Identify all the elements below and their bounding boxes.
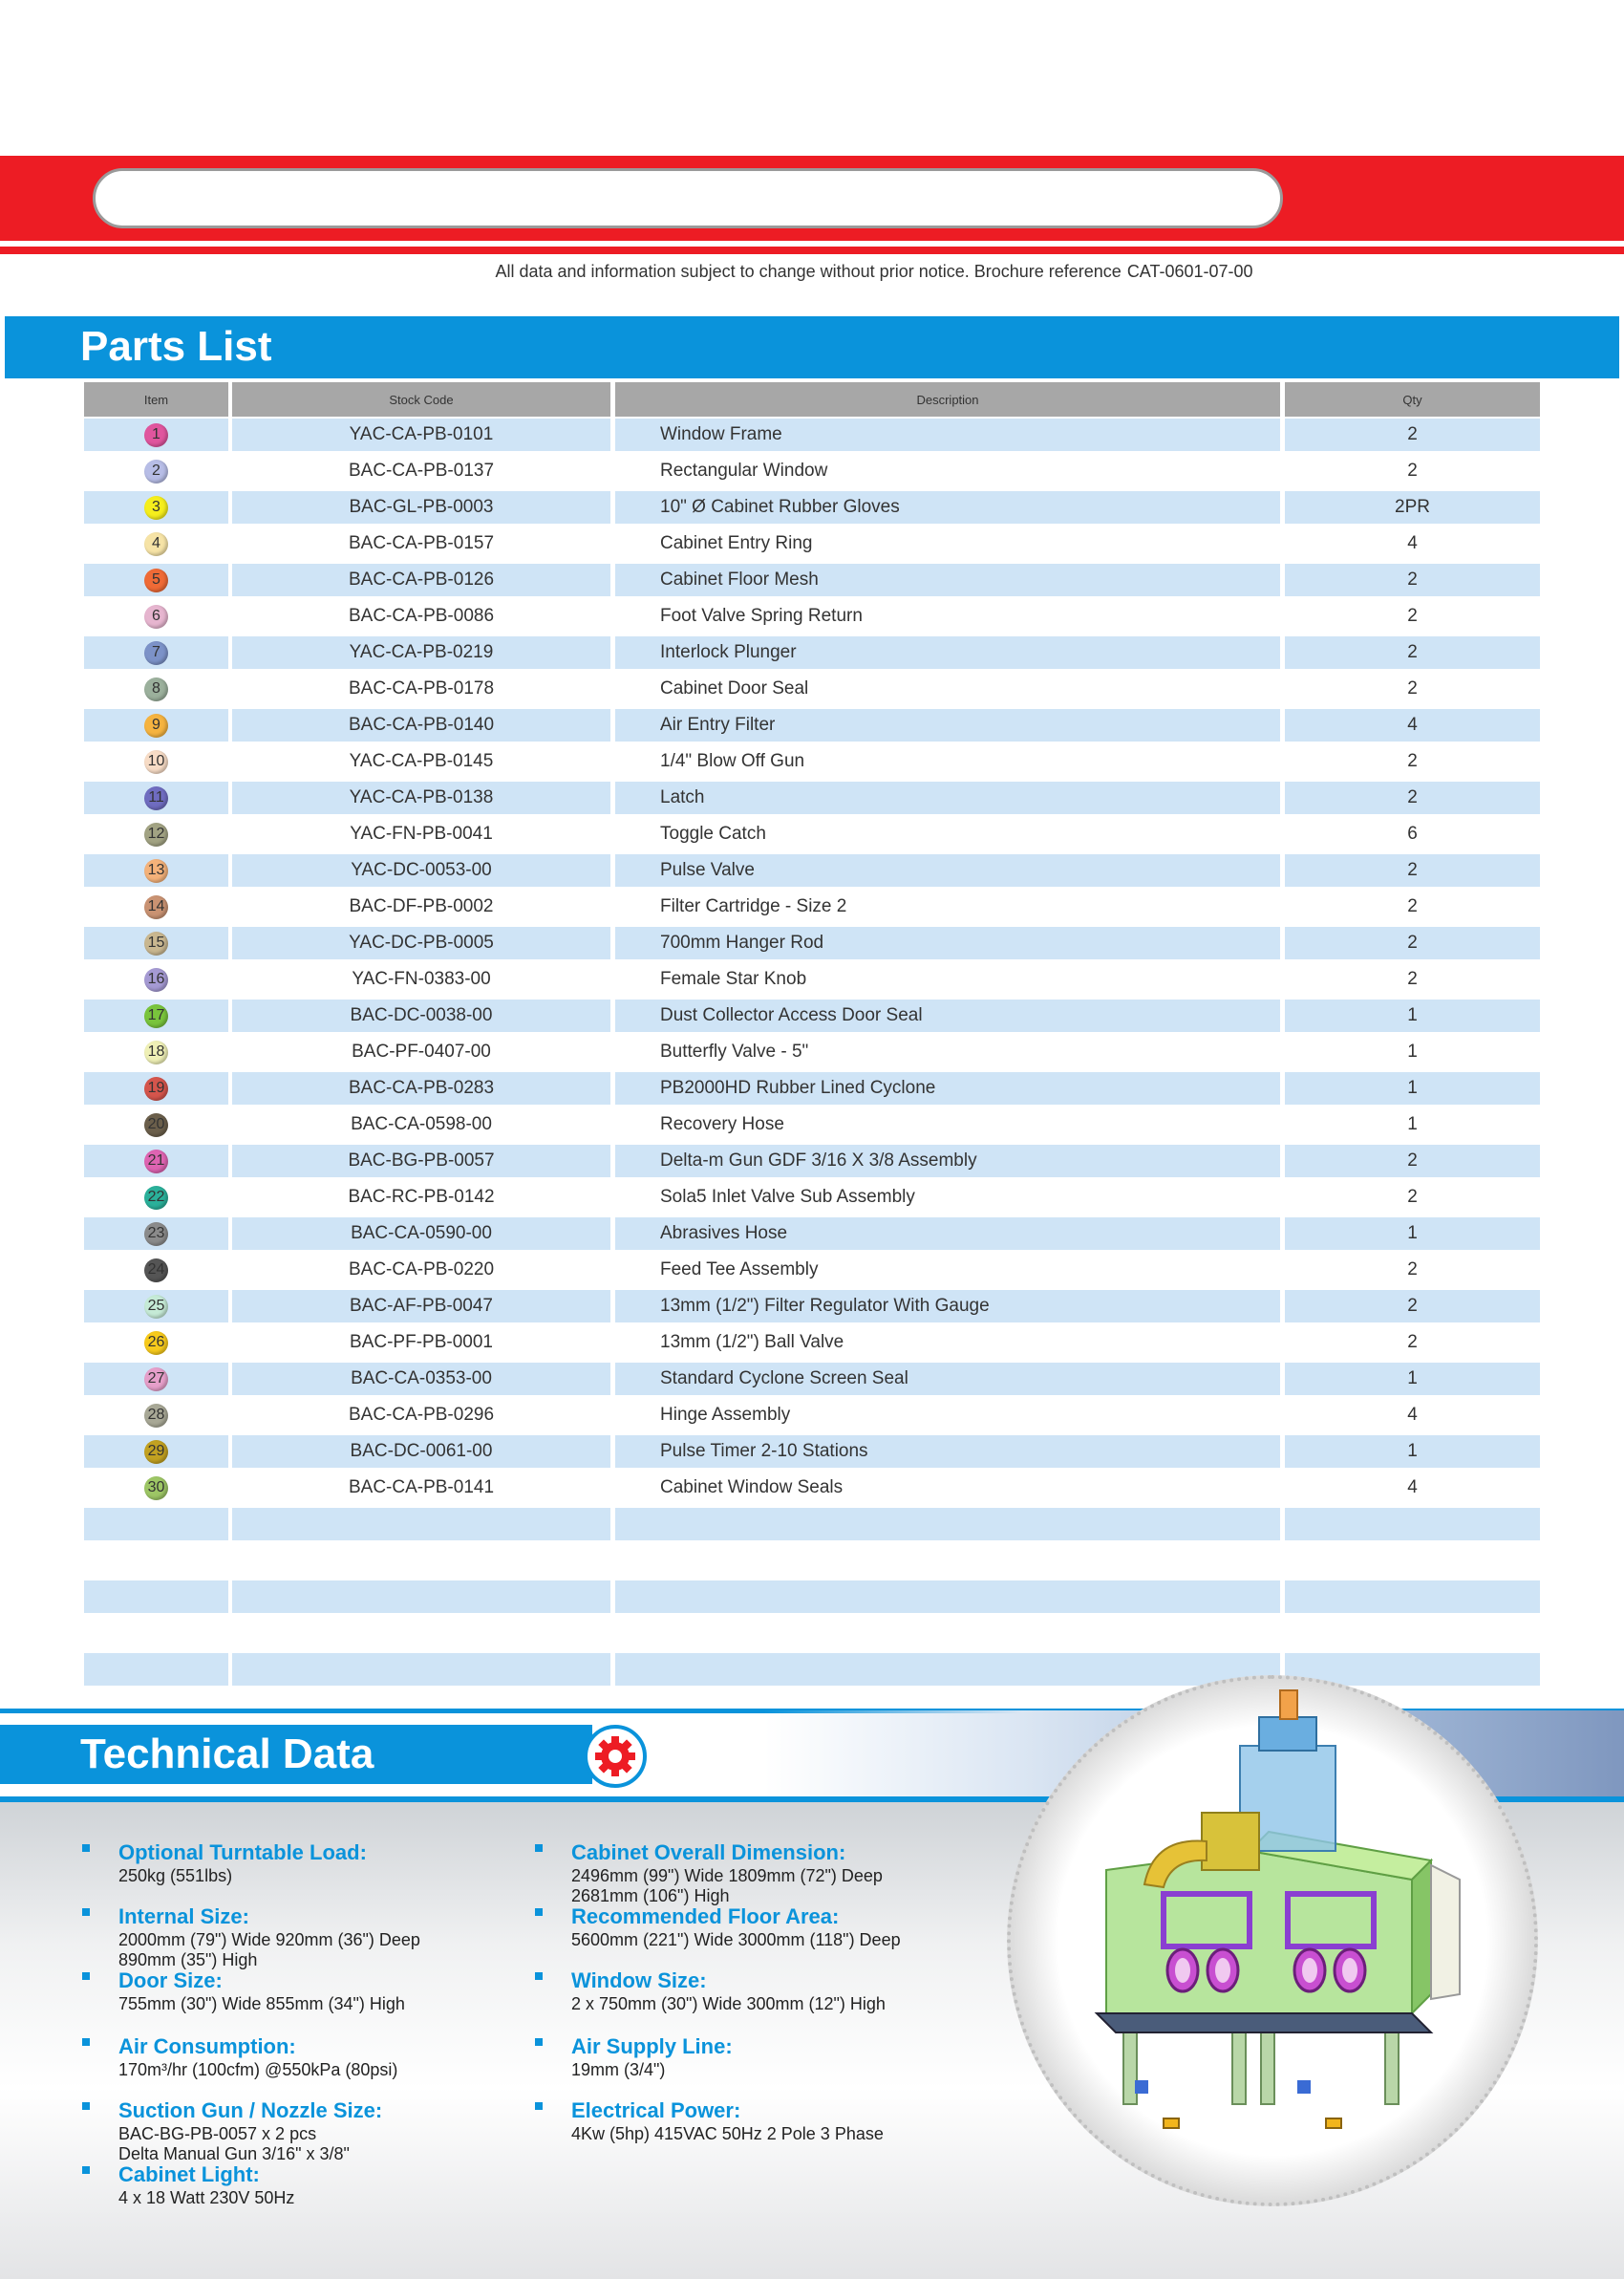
description-cell: Cabinet Window Seals bbox=[660, 1477, 844, 1497]
spec-label: Suction Gun / Nozzle Size: bbox=[118, 2098, 383, 2122]
item-cell bbox=[84, 1472, 228, 1504]
qty-cell: 1 bbox=[1285, 1000, 1540, 1032]
spec-item bbox=[118, 1840, 539, 1885]
item-number-badge: 11 bbox=[144, 786, 168, 810]
item-number-badge: 16 bbox=[144, 968, 168, 992]
qty-cell: 2 bbox=[1407, 969, 1418, 989]
column-header-item: Item bbox=[84, 382, 228, 417]
header-red-rule bbox=[0, 247, 1624, 254]
description-cell: Filter Cartridge - Size 2 bbox=[660, 896, 847, 916]
spec-item bbox=[571, 2034, 992, 2079]
stock-code-cell: BAC-CA-PB-0141 bbox=[348, 1477, 495, 1497]
item-number-badge: 22 bbox=[144, 1186, 168, 1210]
item-number-badge: 20 bbox=[144, 1113, 168, 1137]
item-cell bbox=[84, 1435, 228, 1468]
item-number-badge: 13 bbox=[144, 859, 168, 883]
spec-value: 250kg (551lbs) bbox=[118, 1866, 233, 1885]
spec-item bbox=[118, 2098, 539, 2163]
item-number-badge: 27 bbox=[144, 1367, 168, 1391]
description-cell: Sola5 Inlet Valve Sub Assembly bbox=[660, 1187, 915, 1207]
table-row bbox=[84, 417, 1540, 453]
item-cell bbox=[84, 1072, 228, 1105]
item-number-badge: 3 bbox=[144, 496, 168, 520]
stock-code-cell: BAC-CA-PB-0140 bbox=[232, 709, 610, 742]
qty-cell: 2 bbox=[1285, 927, 1540, 959]
qty-cell: 6 bbox=[1407, 824, 1418, 844]
item-number-badge: 24 bbox=[144, 1258, 168, 1282]
qty-cell: 4 bbox=[1407, 1477, 1418, 1497]
spec-label: Air Consumption: bbox=[118, 2034, 296, 2058]
item-number-badge: 28 bbox=[144, 1404, 168, 1428]
brochure-reference: CAT-0601-07-00 bbox=[1126, 262, 1253, 281]
table-row bbox=[84, 489, 1540, 526]
item-cell bbox=[84, 854, 228, 887]
stock-code-cell: BAC-CA-PB-0283 bbox=[232, 1072, 610, 1105]
description-cell: 1/4" Blow Off Gun bbox=[660, 751, 805, 771]
table-row bbox=[84, 634, 1540, 671]
description-cell: Latch bbox=[615, 782, 1280, 814]
stock-code-cell: YAC-DC-PB-0005 bbox=[232, 927, 610, 959]
description-cell: Interlock Plunger bbox=[615, 636, 1280, 669]
spec-value: 19mm (3/4") bbox=[571, 2060, 666, 2079]
qty-cell: 2 bbox=[1407, 606, 1418, 626]
item-number-badge: 26 bbox=[144, 1331, 168, 1355]
stock-code-cell: BAC-DC-0061-00 bbox=[232, 1435, 610, 1468]
stock-code-cell: BAC-BG-PB-0057 bbox=[232, 1145, 610, 1177]
spec-label: Door Size: bbox=[118, 1968, 223, 1992]
qty-cell: 2 bbox=[1285, 1290, 1540, 1322]
item-number-badge: 4 bbox=[144, 532, 168, 556]
description-cell: Abrasives Hose bbox=[615, 1217, 1280, 1250]
description-cell: Air Entry Filter bbox=[615, 709, 1280, 742]
qty-cell: 2 bbox=[1285, 1145, 1540, 1177]
item-cell bbox=[84, 455, 228, 487]
item-number-badge: 2 bbox=[144, 460, 168, 484]
stock-code-cell: BAC-PF-PB-0001 bbox=[350, 1332, 493, 1352]
item-number-badge: 23 bbox=[144, 1222, 168, 1246]
disclaimer-text: All data and information subject to change without prior notice. Brochure reference bbox=[495, 262, 1122, 281]
description-cell: Recovery Hose bbox=[660, 1114, 784, 1134]
column-header-stock-code: Stock Code bbox=[232, 382, 610, 417]
stock-code-cell: BAC-CA-0598-00 bbox=[351, 1114, 492, 1134]
spec-item bbox=[571, 1840, 992, 1905]
stock-code-cell: BAC-CA-PB-0220 bbox=[348, 1259, 495, 1279]
gear-icon bbox=[584, 1725, 647, 1788]
bullet-icon bbox=[82, 1844, 90, 1852]
spec-label: Electrical Power: bbox=[571, 2098, 741, 2122]
disclaimer-notice bbox=[0, 262, 1624, 282]
item-cell bbox=[84, 1181, 228, 1214]
item-cell bbox=[84, 491, 228, 524]
spec-label: Window Size: bbox=[571, 1968, 707, 1992]
empty-table-row bbox=[84, 1615, 1540, 1651]
qty-cell: 1 bbox=[1285, 1217, 1540, 1250]
item-cell bbox=[84, 564, 228, 596]
description-cell: Cabinet Entry Ring bbox=[660, 533, 813, 553]
stock-code-cell: YAC-FN-PB-0041 bbox=[350, 824, 493, 844]
spec-label: Air Supply Line: bbox=[571, 2034, 733, 2058]
table-row bbox=[84, 925, 1540, 961]
spec-item bbox=[118, 2034, 539, 2079]
item-number-badge: 18 bbox=[144, 1041, 168, 1064]
item-number-badge: 30 bbox=[144, 1476, 168, 1500]
spec-label: Cabinet Light: bbox=[118, 2162, 260, 2186]
item-cell bbox=[84, 1000, 228, 1032]
item-cell bbox=[84, 1290, 228, 1322]
table-row bbox=[84, 707, 1540, 743]
item-number-badge: 6 bbox=[144, 605, 168, 629]
table-header-row bbox=[84, 382, 1540, 417]
item-number-badge: 17 bbox=[144, 1004, 168, 1028]
table-row bbox=[84, 1034, 1540, 1070]
spec-value: 2000mm (79") Wide 920mm (36") Deep bbox=[118, 1930, 420, 1949]
spec-label: Recommended Floor Area: bbox=[571, 1904, 840, 1928]
table-row bbox=[84, 961, 1540, 998]
bullet-icon bbox=[82, 2102, 90, 2110]
spec-label: Internal Size: bbox=[118, 1904, 249, 1928]
stock-code-cell: YAC-CA-PB-0101 bbox=[232, 419, 610, 451]
qty-cell: 4 bbox=[1407, 533, 1418, 553]
description-cell: Rectangular Window bbox=[660, 461, 828, 481]
item-number-badge: 15 bbox=[144, 932, 168, 956]
table-row bbox=[84, 1107, 1540, 1143]
empty-table-row bbox=[84, 1506, 1540, 1542]
table-row bbox=[84, 1143, 1540, 1179]
stock-code-cell: BAC-CA-0353-00 bbox=[232, 1363, 610, 1395]
stock-code-cell: YAC-DC-0053-00 bbox=[232, 854, 610, 887]
bullet-icon bbox=[82, 2166, 90, 2174]
item-cell bbox=[84, 927, 228, 959]
empty-table-row bbox=[84, 1542, 1540, 1579]
item-cell bbox=[84, 1217, 228, 1250]
item-cell bbox=[84, 1326, 228, 1359]
item-number-badge: 10 bbox=[144, 750, 168, 774]
table-row bbox=[84, 780, 1540, 816]
bullet-icon bbox=[82, 2038, 90, 2046]
spec-item bbox=[118, 2162, 539, 2207]
qty-cell: 2 bbox=[1407, 896, 1418, 916]
qty-cell: 2 bbox=[1407, 461, 1418, 481]
description-cell: Standard Cyclone Screen Seal bbox=[615, 1363, 1280, 1395]
bullet-icon bbox=[82, 1972, 90, 1980]
qty-cell: 2 bbox=[1407, 1187, 1418, 1207]
item-number-badge: 19 bbox=[144, 1077, 168, 1101]
table-row bbox=[84, 1252, 1540, 1288]
item-number-badge: 29 bbox=[144, 1440, 168, 1464]
table-row bbox=[84, 852, 1540, 889]
stock-code-cell: BAC-PF-0407-00 bbox=[352, 1042, 491, 1062]
spec-value: 890mm (35") High bbox=[118, 1950, 258, 1969]
item-number-badge: 9 bbox=[144, 714, 168, 738]
table-row bbox=[84, 998, 1540, 1034]
item-number-badge: 8 bbox=[144, 677, 168, 701]
item-cell bbox=[84, 1254, 228, 1286]
stock-code-cell: YAC-FN-0383-00 bbox=[352, 969, 491, 989]
spec-item bbox=[118, 1904, 539, 1969]
spec-value: 755mm (30") Wide 855mm (34") High bbox=[118, 1994, 405, 2013]
qty-cell: 2 bbox=[1285, 419, 1540, 451]
item-number-badge: 25 bbox=[144, 1295, 168, 1319]
description-cell: Cabinet Door Seal bbox=[660, 678, 809, 699]
item-cell bbox=[84, 745, 228, 778]
description-cell: Toggle Catch bbox=[660, 824, 766, 844]
qty-cell: 2 bbox=[1285, 782, 1540, 814]
table-row bbox=[84, 889, 1540, 925]
stock-code-cell: BAC-CA-PB-0157 bbox=[348, 533, 495, 553]
table-row bbox=[84, 453, 1540, 489]
stock-code-cell: YAC-CA-PB-0219 bbox=[232, 636, 610, 669]
table-row bbox=[84, 1179, 1540, 1215]
qty-cell: 2 bbox=[1407, 751, 1418, 771]
description-cell: Pulse Valve bbox=[615, 854, 1280, 887]
description-cell: Window Frame bbox=[615, 419, 1280, 451]
item-cell bbox=[84, 818, 228, 850]
spec-label: Cabinet Overall Dimension: bbox=[571, 1840, 846, 1864]
stock-code-cell: BAC-DF-PB-0002 bbox=[349, 896, 494, 916]
spec-value: 4 x 18 Watt 230V 50Hz bbox=[118, 2188, 295, 2207]
item-number-badge: 1 bbox=[144, 423, 168, 447]
item-cell bbox=[84, 636, 228, 669]
item-cell bbox=[84, 1036, 228, 1068]
table-row bbox=[84, 1470, 1540, 1506]
spec-value: BAC-BG-PB-0057 x 2 pcs bbox=[118, 2124, 317, 2143]
stock-code-cell: BAC-DC-0038-00 bbox=[232, 1000, 610, 1032]
table-row bbox=[84, 1070, 1540, 1107]
stock-code-cell: BAC-RC-PB-0142 bbox=[348, 1187, 495, 1207]
spec-item bbox=[571, 2098, 992, 2143]
item-cell bbox=[84, 600, 228, 633]
column-header-description: Description bbox=[615, 382, 1280, 417]
description-cell: Cabinet Floor Mesh bbox=[615, 564, 1280, 596]
table-row bbox=[84, 526, 1540, 562]
spec-value: 4Kw (5hp) 415VAC 50Hz 2 Pole 3 Phase bbox=[571, 2124, 884, 2143]
table-row bbox=[84, 1361, 1540, 1397]
qty-cell: 4 bbox=[1285, 709, 1540, 742]
description-cell: PB2000HD Rubber Lined Cyclone bbox=[615, 1072, 1280, 1105]
bullet-icon bbox=[535, 2102, 543, 2110]
item-cell bbox=[84, 891, 228, 923]
spec-item bbox=[571, 1904, 992, 1949]
item-cell bbox=[84, 1363, 228, 1395]
table-row bbox=[84, 1433, 1540, 1470]
stock-code-cell: BAC-CA-PB-0137 bbox=[348, 461, 495, 481]
item-cell bbox=[84, 673, 228, 705]
item-number-badge: 21 bbox=[144, 1150, 168, 1173]
item-cell bbox=[84, 527, 228, 560]
description-cell: Delta-m Gun GDF 3/16 X 3/8 Assembly bbox=[615, 1145, 1280, 1177]
bullet-icon bbox=[535, 1908, 543, 1916]
column-header-qty: Qty bbox=[1285, 382, 1540, 417]
spec-value: 5600mm (221") Wide 3000mm (118") Deep bbox=[571, 1930, 901, 1949]
bullet-icon bbox=[82, 1908, 90, 1916]
stock-code-cell: BAC-CA-PB-0086 bbox=[348, 606, 495, 626]
stock-code-cell: YAC-CA-PB-0138 bbox=[232, 782, 610, 814]
table-row bbox=[84, 1324, 1540, 1361]
qty-cell: 2PR bbox=[1285, 491, 1540, 524]
spec-value: 170m³/hr (100cfm) @550kPa (80psi) bbox=[118, 2060, 398, 2079]
description-cell: Butterfly Valve - 5" bbox=[660, 1042, 809, 1062]
stock-code-cell: BAC-CA-PB-0178 bbox=[348, 678, 495, 699]
item-number-badge: 14 bbox=[144, 895, 168, 919]
stock-code-cell: BAC-CA-0590-00 bbox=[232, 1217, 610, 1250]
description-cell: 700mm Hanger Rod bbox=[615, 927, 1280, 959]
description-cell: Hinge Assembly bbox=[660, 1405, 791, 1425]
description-cell: Dust Collector Access Door Seal bbox=[615, 1000, 1280, 1032]
bullet-icon bbox=[535, 1972, 543, 1980]
stock-code-cell: BAC-CA-PB-0126 bbox=[232, 564, 610, 596]
table-row bbox=[84, 1215, 1540, 1252]
parts-list-title: Parts List bbox=[80, 323, 272, 370]
spec-item bbox=[118, 1968, 539, 2013]
item-number-badge: 5 bbox=[144, 569, 168, 592]
parts-table bbox=[84, 382, 1540, 1688]
description-cell: 10" Ø Cabinet Rubber Gloves bbox=[615, 491, 1280, 524]
stock-code-cell: YAC-CA-PB-0145 bbox=[349, 751, 494, 771]
table-row bbox=[84, 1397, 1540, 1433]
qty-cell: 1 bbox=[1285, 1363, 1540, 1395]
qty-cell: 2 bbox=[1407, 1332, 1418, 1352]
description-cell: Pulse Timer 2-10 Stations bbox=[615, 1435, 1280, 1468]
qty-cell: 4 bbox=[1407, 1405, 1418, 1425]
table-row bbox=[84, 671, 1540, 707]
spec-item bbox=[571, 1968, 992, 2013]
description-cell: Foot Valve Spring Return bbox=[660, 606, 863, 626]
table-row bbox=[84, 743, 1540, 780]
item-cell bbox=[84, 1145, 228, 1177]
qty-cell: 2 bbox=[1407, 678, 1418, 699]
stock-code-cell: BAC-AF-PB-0047 bbox=[232, 1290, 610, 1322]
table-row bbox=[84, 562, 1540, 598]
bullet-icon bbox=[535, 1844, 543, 1852]
blast-cabinet-illustration bbox=[1011, 1679, 1534, 2203]
spec-value: Delta Manual Gun 3/16" x 3/8" bbox=[118, 2144, 350, 2163]
item-cell bbox=[84, 709, 228, 742]
description-cell: 13mm (1/2") Filter Regulator With Gauge bbox=[615, 1290, 1280, 1322]
item-cell bbox=[84, 782, 228, 814]
item-cell bbox=[84, 1108, 228, 1141]
item-cell bbox=[84, 963, 228, 996]
qty-cell: 2 bbox=[1285, 636, 1540, 669]
table-row bbox=[84, 598, 1540, 634]
spec-label: Optional Turntable Load: bbox=[118, 1840, 367, 1864]
description-cell: Female Star Knob bbox=[660, 969, 807, 989]
item-cell bbox=[84, 419, 228, 451]
spec-value: 2681mm (106") High bbox=[571, 1886, 730, 1905]
qty-cell: 1 bbox=[1407, 1114, 1418, 1134]
spec-value: 2496mm (99") Wide 1809mm (72") Deep bbox=[571, 1866, 883, 1885]
qty-cell: 1 bbox=[1285, 1072, 1540, 1105]
product-illustration-frame bbox=[1007, 1675, 1538, 2206]
qty-cell: 2 bbox=[1285, 564, 1540, 596]
description-cell: 13mm (1/2") Ball Valve bbox=[660, 1332, 844, 1352]
technical-data-title: Technical Data bbox=[80, 1731, 374, 1777]
table-row bbox=[84, 816, 1540, 852]
qty-cell: 1 bbox=[1407, 1042, 1418, 1062]
qty-cell: 2 bbox=[1285, 854, 1540, 887]
bullet-icon bbox=[535, 2038, 543, 2046]
header-title-pill bbox=[93, 168, 1283, 228]
table-row bbox=[84, 1288, 1540, 1324]
qty-cell: 2 bbox=[1407, 1259, 1418, 1279]
stock-code-cell: BAC-GL-PB-0003 bbox=[232, 491, 610, 524]
item-number-badge: 7 bbox=[144, 641, 168, 665]
empty-table-row bbox=[84, 1579, 1540, 1615]
spec-value: 2 x 750mm (30") Wide 300mm (12") High bbox=[571, 1994, 886, 2013]
item-cell bbox=[84, 1399, 228, 1431]
stock-code-cell: BAC-CA-PB-0296 bbox=[348, 1405, 495, 1425]
item-number-badge: 12 bbox=[144, 823, 168, 847]
qty-cell: 1 bbox=[1285, 1435, 1540, 1468]
description-cell: Feed Tee Assembly bbox=[660, 1259, 819, 1279]
